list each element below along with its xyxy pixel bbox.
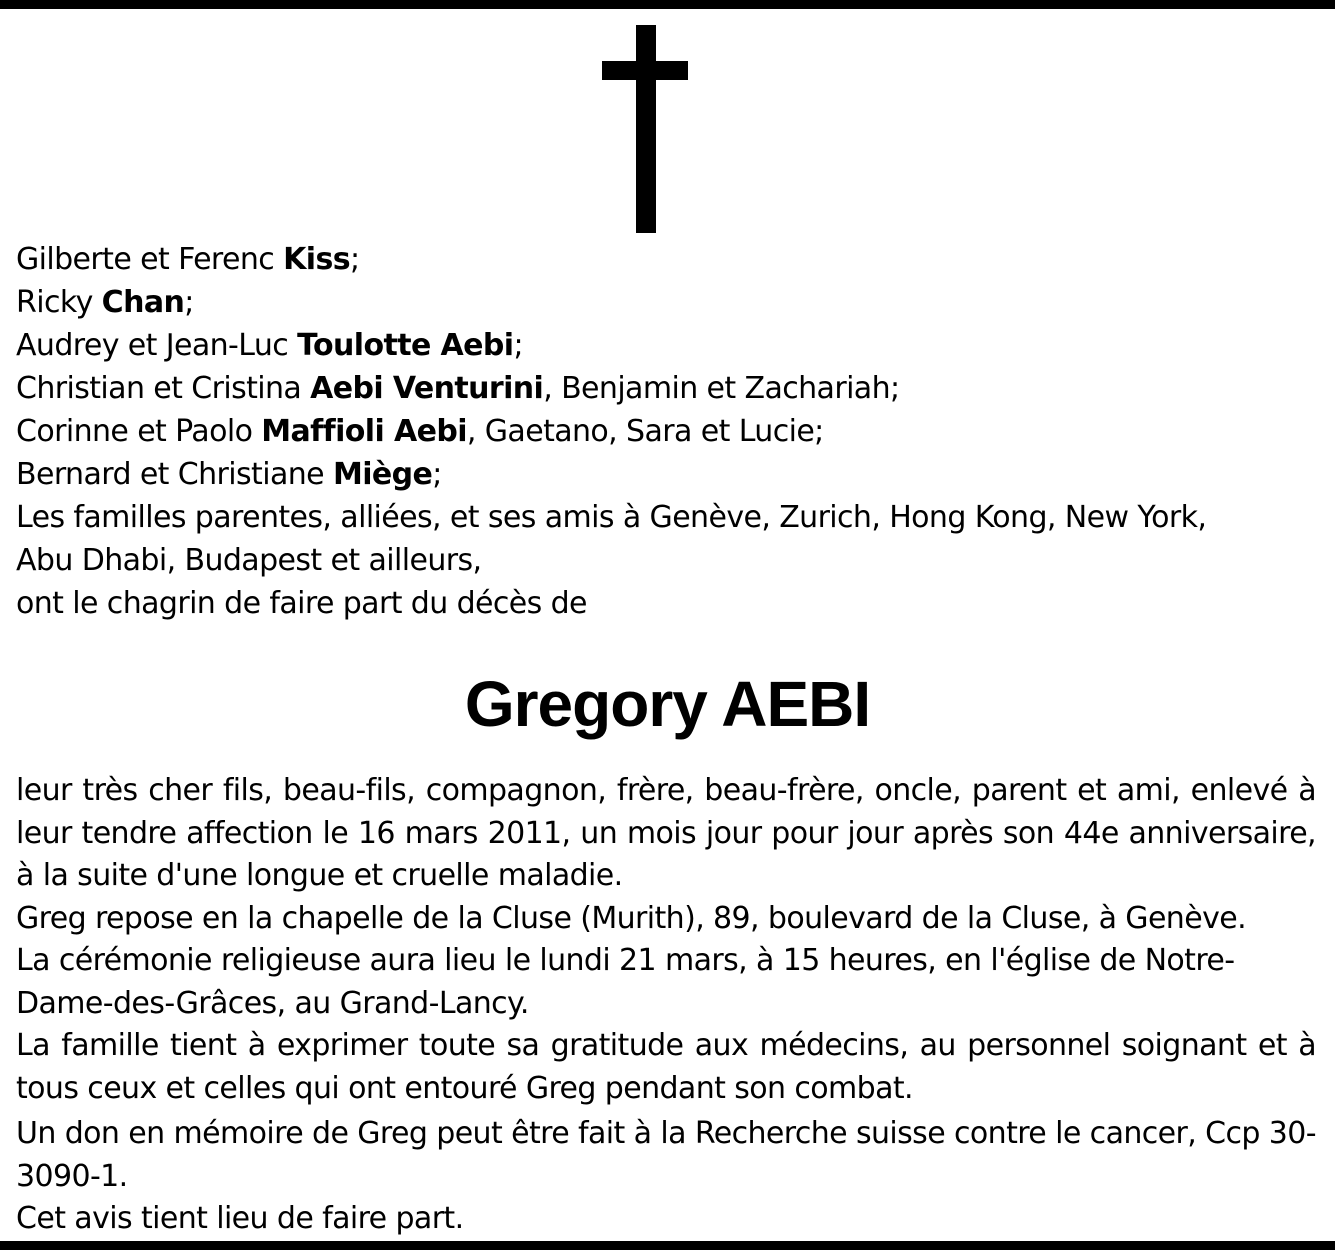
family-line-kiss: Gilberte et Ferenc Kiss; [16,242,360,277]
family-line-miege: Bernard et Christiane Miège; [16,457,442,492]
gratitude-paragraph: La famille tient à exprimer toute sa gratitude aux médecins, au personnel soignant et à tous ceux et celles qui ont entouré Greg pendant son combat. [16,1028,1316,1106]
family-surname: Chan [101,285,185,320]
ceremony-paragraph: La cérémonie religieuse aura lieu le lundi 21 mars, à 15 heures, en l'église de Notre-Dame-des-Grâces, au Grand-Lancy. [16,943,1235,1021]
chapel-paragraph: Greg repose en la chapelle de la Cluse (Murith), 89, boulevard de la Cluse, à Genève. [16,900,1247,936]
family-surname: Aebi Venturini [310,371,544,406]
family-surname: Toulotte Aebi [297,328,514,363]
bottom-border-rule [0,1241,1335,1250]
top-border-rule [0,0,1335,9]
family-line-chan: Ricky Chan; [16,285,194,320]
closing-paragraph: Cet avis tient lieu de faire part. [16,1201,464,1236]
relatives-line: Les familles parentes, alliées, et ses amis à Genève, Zurich, Hong Kong, New York, [16,500,1207,535]
deceased-name: Gregory AEBI [464,668,871,740]
obituary-body [16,770,1316,1241]
donation-paragraph: Un don en mémoire de Greg peut être fait à la Recherche suisse contre le cancer, Ccp 30-3090-1. [16,1116,1316,1194]
family-line-toulotte-aebi: Audrey et Jean-Luc Toulotte Aebi; [16,328,523,363]
family-line-maffioli-aebi: Corinne et Paolo Maffioli Aebi, Gaetano, Sara et Lucie; [16,414,824,449]
cross-icon [602,25,688,233]
announcement-text: ont le chagrin de faire part du décès de [16,586,587,621]
relation-paragraph: leur très cher fils, beau-fils, compagnon, frère, beau-frère, oncle, parent et ami, enlevé à leur tendre affection le 16 mars 2011, un mois jour pour jour après son 44e anniversaire, à la suite d'une longue et cruelle maladie. [16,773,1316,893]
relatives-line-continued: Abu Dhabi, Budapest et ailleurs, [16,543,482,578]
family-line-aebi-venturini: Christian et Cristina Aebi Venturini, Benjamin et Zachariah; [16,371,900,406]
family-list [16,238,1316,625]
family-surname: Maffioli Aebi [261,414,467,449]
family-surname: Kiss [283,242,350,277]
family-surname: Miège [332,457,433,492]
